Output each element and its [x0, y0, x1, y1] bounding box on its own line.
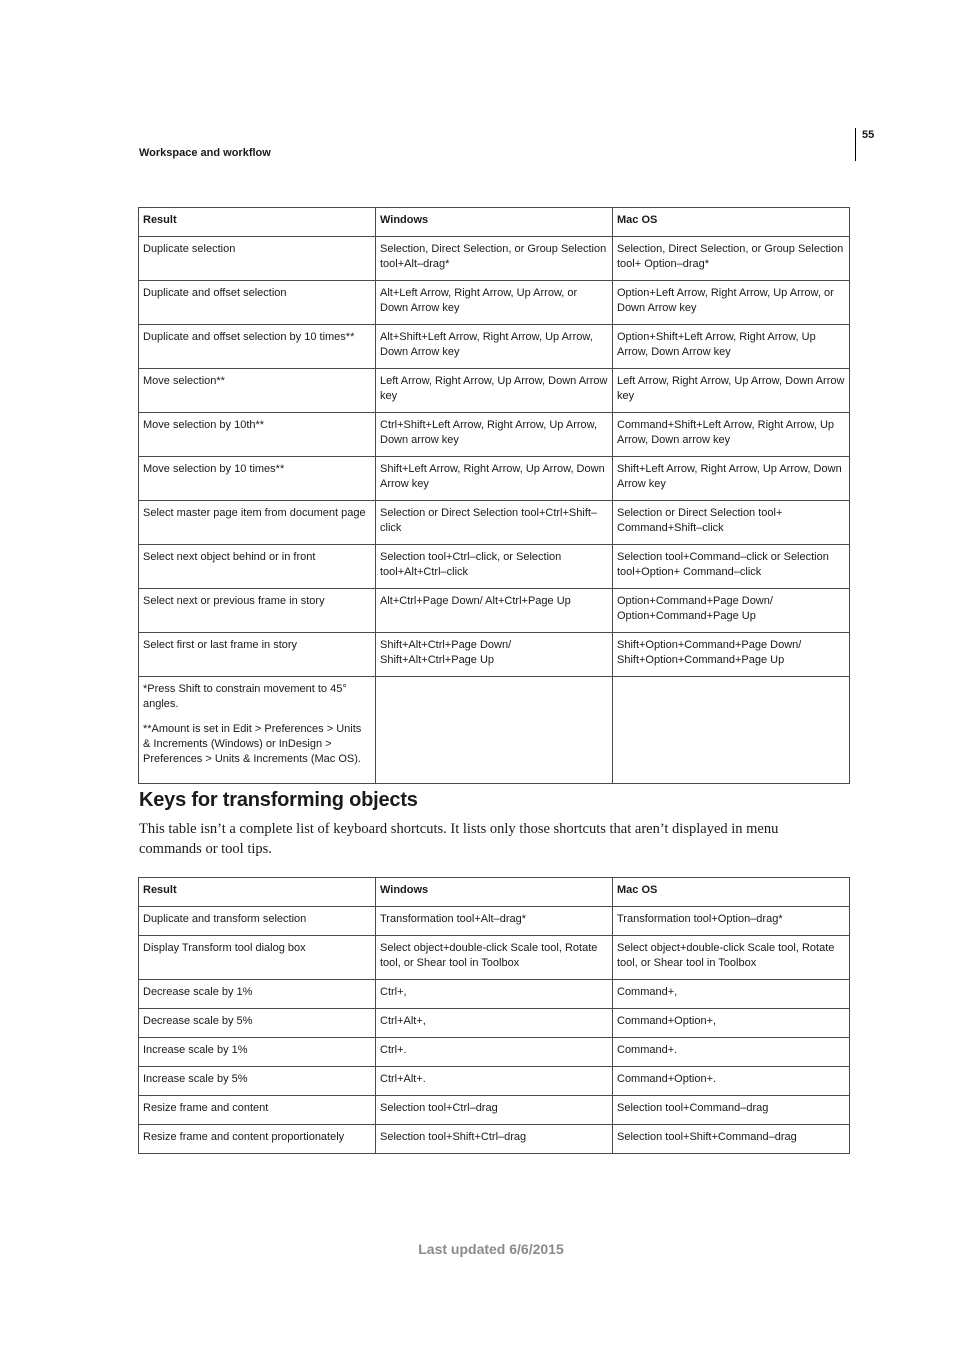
table-row [139, 545, 850, 589]
table-row [139, 281, 850, 325]
cell-macos: Transformation tool+Option–drag* [613, 907, 850, 936]
cell-windows: Selection tool+Ctrl–click, or Selection tool+Alt+Ctrl–click [376, 545, 613, 589]
cell-macos: Selection tool+Command–drag [613, 1096, 850, 1125]
page-number: 55 [862, 129, 875, 141]
cell-macos: Option+Shift+Left Arrow, Right Arrow, Up Arrow, Down Arrow key [613, 325, 850, 369]
footnote-amount-preferences: **Amount is set in Edit > Preferences > Units & Increments (Windows) or InDesign > Preferences > Units & Increments (Mac OS). [143, 723, 362, 765]
footnote-shift-constrain: *Press Shift to constrain movement to 45° angles. [143, 683, 347, 710]
cell-macos: Selection tool+Command–click or Selection tool+Option+ Command–click [613, 545, 850, 589]
cell-macos: Command+, [613, 980, 850, 1009]
table-row [139, 501, 850, 545]
cell-windows: Select object+double-click Scale tool, Rotate tool, or Shear tool in Toolbox [376, 936, 613, 980]
table-row [139, 936, 850, 980]
cell-macos: Left Arrow, Right Arrow, Up Arrow, Down Arrow key [613, 369, 850, 413]
cell-macos: Command+. [613, 1038, 850, 1067]
cell-windows: Shift+Alt+Ctrl+Page Down/ Shift+Alt+Ctrl+Page Up [376, 633, 613, 677]
table-row [139, 457, 850, 501]
table-header-row [139, 878, 850, 907]
table-row [139, 237, 850, 281]
running-header: Workspace and workflow [139, 147, 271, 159]
column-header-result: Result [139, 208, 376, 237]
cell-windows: Selection or Direct Selection tool+Ctrl+Shift–click [376, 501, 613, 545]
cell-result: Select next or previous frame in story [139, 589, 376, 633]
cell-macos: Shift+Option+Command+Page Down/ Shift+Option+Command+Page Up [613, 633, 850, 677]
cell-macos: Command+Shift+Left Arrow, Right Arrow, Up Arrow, Down arrow key [613, 413, 850, 457]
cell-result: Display Transform tool dialog box [139, 936, 376, 980]
table-row [139, 1038, 850, 1067]
table-row [139, 369, 850, 413]
column-header-windows: Windows [376, 878, 613, 907]
cell-macos: Selection, Direct Selection, or Group Selection tool+ Option–drag* [613, 237, 850, 281]
cell-windows: Ctrl+Alt+. [376, 1067, 613, 1096]
cell-macos: Select object+double-click Scale tool, Rotate tool, or Shear tool in Toolbox [613, 936, 850, 980]
cell-windows: Ctrl+, [376, 980, 613, 1009]
header-divider [855, 128, 856, 161]
cell-macos: Shift+Left Arrow, Right Arrow, Up Arrow, Down Arrow key [613, 457, 850, 501]
cell-windows: Transformation tool+Alt–drag* [376, 907, 613, 936]
column-header-result: Result [139, 878, 376, 907]
column-header-macos: Mac OS [613, 208, 850, 237]
cell-macos: Selection tool+Shift+Command–drag [613, 1125, 850, 1154]
table-row [139, 1125, 850, 1154]
cell-macos: Command+Option+, [613, 1009, 850, 1038]
column-header-macos: Mac OS [613, 878, 850, 907]
table-row [139, 325, 850, 369]
cell-macos: Selection or Direct Selection tool+ Command+Shift–click [613, 501, 850, 545]
cell-windows: Alt+Ctrl+Page Down/ Alt+Ctrl+Page Up [376, 589, 613, 633]
table-row [139, 633, 850, 677]
cell-result: Select first or last frame in story [139, 633, 376, 677]
empty-cell [376, 677, 613, 784]
cell-windows: Alt+Shift+Left Arrow, Right Arrow, Up Arrow, Down Arrow key [376, 325, 613, 369]
column-header-windows: Windows [376, 208, 613, 237]
cell-macos: Command+Option+. [613, 1067, 850, 1096]
cell-result: Duplicate and offset selection [139, 281, 376, 325]
cell-windows: Alt+Left Arrow, Right Arrow, Up Arrow, or Down Arrow key [376, 281, 613, 325]
table-notes-row [139, 677, 850, 784]
cell-macos: Option+Command+Page Down/ Option+Command+Page Up [613, 589, 850, 633]
table-row [139, 1096, 850, 1125]
table-header-row [139, 208, 850, 237]
cell-macos: Option+Left Arrow, Right Arrow, Up Arrow, or Down Arrow key [613, 281, 850, 325]
table-row [139, 1009, 850, 1038]
cell-windows: Selection tool+Ctrl–drag [376, 1096, 613, 1125]
cell-result: Decrease scale by 5% [139, 1009, 376, 1038]
table-footnotes [139, 677, 376, 784]
cell-windows: Selection, Direct Selection, or Group Selection tool+Alt–drag* [376, 237, 613, 281]
last-updated-footer: Last updated 6/6/2015 [418, 1241, 564, 1257]
cell-result: Duplicate selection [139, 237, 376, 281]
cell-windows: Shift+Left Arrow, Right Arrow, Up Arrow, Down Arrow key [376, 457, 613, 501]
table-row [139, 413, 850, 457]
table-row [139, 980, 850, 1009]
cell-windows: Ctrl+Alt+, [376, 1009, 613, 1038]
cell-result: Move selection** [139, 369, 376, 413]
cell-result: Duplicate and offset selection by 10 times** [139, 325, 376, 369]
cell-result: Move selection by 10th** [139, 413, 376, 457]
table-row [139, 1067, 850, 1096]
cell-result: Select master page item from document page [139, 501, 376, 545]
table-row [139, 907, 850, 936]
transform-shortcuts-table [138, 877, 850, 1154]
section-intro: This table isn’t a complete list of keyboard shortcuts. It lists only those shortcuts that aren’t displayed in menu commands or tool tips. [139, 821, 779, 857]
cell-result: Resize frame and content proportionately [139, 1125, 376, 1154]
cell-result: Increase scale by 5% [139, 1067, 376, 1096]
cell-result: Resize frame and content [139, 1096, 376, 1125]
cell-result: Decrease scale by 1% [139, 980, 376, 1009]
table-row [139, 589, 850, 633]
cell-windows: Left Arrow, Right Arrow, Up Arrow, Down Arrow key [376, 369, 613, 413]
cell-windows: Ctrl+. [376, 1038, 613, 1067]
cell-result: Select next object behind or in front [139, 545, 376, 589]
cell-result: Move selection by 10 times** [139, 457, 376, 501]
section-heading: Keys for transforming objects [139, 789, 418, 811]
empty-cell [613, 677, 850, 784]
cell-result: Duplicate and transform selection [139, 907, 376, 936]
cell-result: Increase scale by 1% [139, 1038, 376, 1067]
cell-windows: Ctrl+Shift+Left Arrow, Right Arrow, Up Arrow, Down arrow key [376, 413, 613, 457]
selection-shortcuts-table [138, 207, 850, 784]
cell-windows: Selection tool+Shift+Ctrl–drag [376, 1125, 613, 1154]
